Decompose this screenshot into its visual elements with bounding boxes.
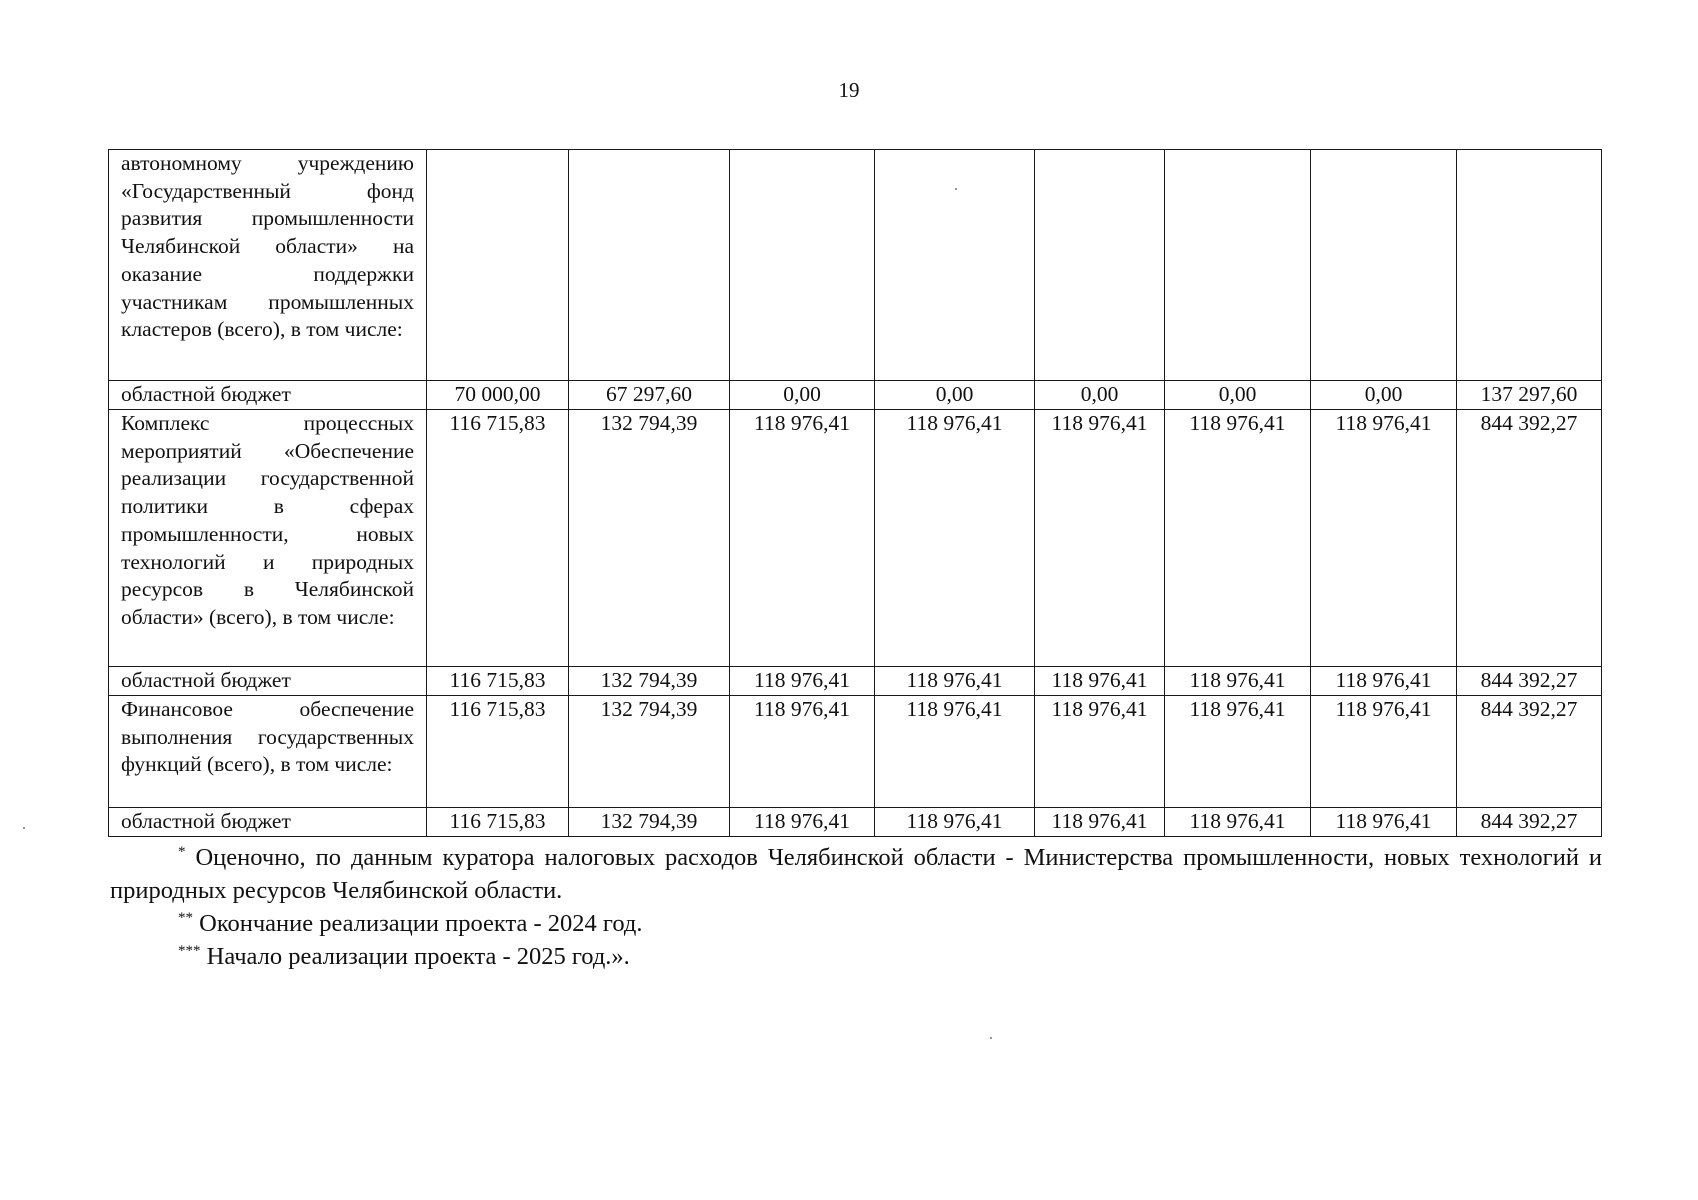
value-cell: 132 794,39 <box>569 410 730 667</box>
value-cell: 0,00 <box>1311 381 1457 410</box>
footnotes <box>110 841 1602 973</box>
value-cell: 118 976,41 <box>1165 667 1311 696</box>
value-cell: 118 976,41 <box>1165 696 1311 808</box>
value-cell <box>427 150 569 381</box>
footnote-text: Оценочно, по данным куратора налоговых расходов Челябинской области - Министерства промышленности, новых технологий и природных ресурсов Челябинской области. <box>110 844 1603 904</box>
footnote <box>110 907 1602 940</box>
value-cell: 118 976,41 <box>1165 410 1311 667</box>
footnote-mark: * <box>178 844 186 860</box>
footnote-mark: *** <box>178 943 201 959</box>
table-row <box>109 667 1602 696</box>
total-cell: 844 392,27 <box>1457 808 1602 837</box>
table-row <box>109 696 1602 808</box>
table-row <box>109 150 1602 381</box>
value-cell: 118 976,41 <box>1035 808 1165 837</box>
total-cell <box>1457 150 1602 381</box>
row-label: Финансовое обеспечение выполнения государственных функций (всего), в том числе: <box>109 696 427 808</box>
table-row <box>109 808 1602 837</box>
scan-speck <box>23 827 25 829</box>
value-cell: 118 976,41 <box>730 667 875 696</box>
value-cell: 116 715,83 <box>427 410 569 667</box>
value-cell: 118 976,41 <box>1165 808 1311 837</box>
scan-speck <box>955 188 957 190</box>
total-cell: 844 392,27 <box>1457 696 1602 808</box>
total-cell: 844 392,27 <box>1457 667 1602 696</box>
budget-table <box>108 149 1602 837</box>
value-cell <box>875 150 1035 381</box>
value-cell: 67 297,60 <box>569 381 730 410</box>
value-cell: 70 000,00 <box>427 381 569 410</box>
value-cell: 0,00 <box>875 381 1035 410</box>
value-cell: 0,00 <box>1035 381 1165 410</box>
footnote-text: Начало реализации проекта - 2025 год.». <box>206 943 630 970</box>
value-cell: 132 794,39 <box>569 667 730 696</box>
total-cell: 137 297,60 <box>1457 381 1602 410</box>
row-label: автономному учреждению «Государственный фонд развития промышленности Челябинской области» на оказание поддержки участникам промышленных кластеров (всего), в том числе: <box>109 150 427 381</box>
value-cell: 118 976,41 <box>875 410 1035 667</box>
value-cell: 118 976,41 <box>1311 808 1457 837</box>
value-cell: 116 715,83 <box>427 696 569 808</box>
value-cell <box>569 150 730 381</box>
value-cell <box>1035 150 1165 381</box>
value-cell: 118 976,41 <box>730 808 875 837</box>
value-cell: 116 715,83 <box>427 808 569 837</box>
value-cell: 132 794,39 <box>569 696 730 808</box>
value-cell: 116 715,83 <box>427 667 569 696</box>
value-cell: 118 976,41 <box>1311 667 1457 696</box>
row-label: областной бюджет <box>109 381 427 410</box>
value-cell <box>1311 150 1457 381</box>
footnote-text: Окончание реализации проекта - 2024 год. <box>199 910 643 937</box>
footnote <box>110 940 1602 973</box>
scan-speck <box>990 1037 992 1039</box>
row-label: областной бюджет <box>109 808 427 837</box>
value-cell: 118 976,41 <box>1035 410 1165 667</box>
row-label: Комплекс процессных мероприятий «Обеспечение реализации государственной политики в сферах промышленности, новых технологий и природных ресурсов в Челябинской области» (всего), в том числе: <box>109 410 427 667</box>
value-cell: 118 976,41 <box>1035 696 1165 808</box>
value-cell: 0,00 <box>730 381 875 410</box>
value-cell: 118 976,41 <box>730 410 875 667</box>
value-cell: 118 976,41 <box>875 696 1035 808</box>
value-cell: 118 976,41 <box>730 696 875 808</box>
value-cell: 118 976,41 <box>1035 667 1165 696</box>
table-row <box>109 410 1602 667</box>
value-cell: 0,00 <box>1165 381 1311 410</box>
row-label: областной бюджет <box>109 667 427 696</box>
footnote <box>110 841 1602 907</box>
page-number: 19 <box>838 78 860 102</box>
value-cell: 118 976,41 <box>875 667 1035 696</box>
value-cell: 118 976,41 <box>1311 696 1457 808</box>
value-cell <box>1165 150 1311 381</box>
value-cell <box>730 150 875 381</box>
table-row <box>109 381 1602 410</box>
total-cell: 844 392,27 <box>1457 410 1602 667</box>
value-cell: 118 976,41 <box>1311 410 1457 667</box>
value-cell: 118 976,41 <box>875 808 1035 837</box>
footnote-mark: ** <box>178 910 193 926</box>
value-cell: 132 794,39 <box>569 808 730 837</box>
